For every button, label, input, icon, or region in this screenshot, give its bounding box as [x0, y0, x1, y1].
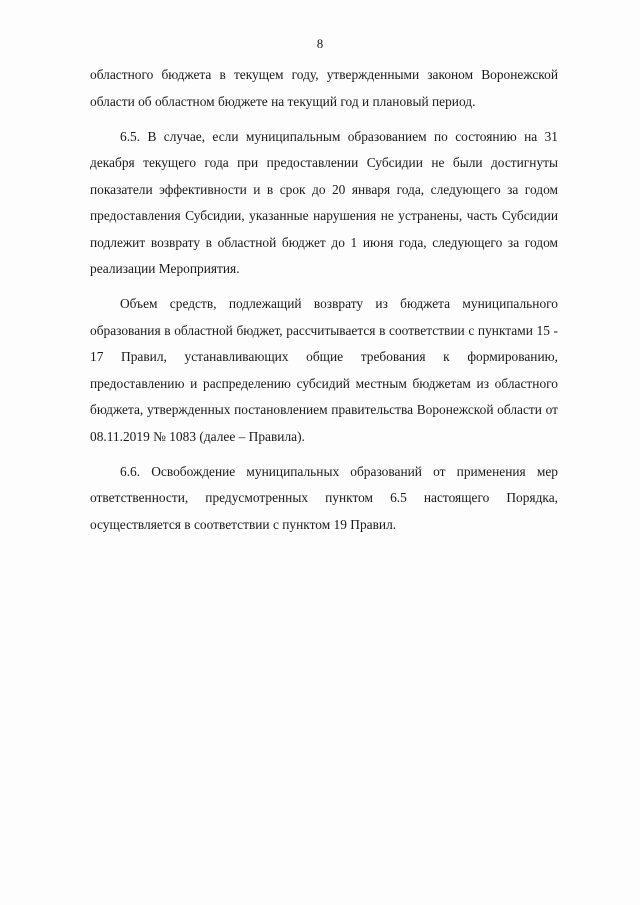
- paragraph-clause-6-6: 6.6. Освобождение муниципальных образований от применения мер ответственности, предусмотренных пунктом 6.5 настоящего Порядка, осуществляется в соответствии с пунктом 19 Правил.: [90, 463, 558, 532]
- page-number: 8: [316, 36, 324, 51]
- paragraph-clause-6-5: 6.5. В случае, если муниципальным образованием по состоянию на 31 декабря текущего года при предоставлении Субсидии не были достигнуты показатели эффективности и в срок до 20 января года, следующего за годом предоставления Субсидии, указанные нарушения не устранены, часть Субсидии подлежит возврату в областной бюджет до 1 июня года, следующего за годом реализации Мероприятия.: [90, 128, 558, 276]
- paragraph-refund-volume: Объем средств, подлежащий возврату из бюджета муниципального образования в областной бюджет, рассчитывается в соответствии с пунктами 15 - 17 Правил, устанавливающих общие требования к формированию, предоставлению и распределению субсидий местным бюджетам из областного бюджета, утвержденных постановлением правительства Воронежской области от 08.11.2019 № 1083 (далее – Правила).: [90, 296, 558, 444]
- paragraph-continuation: областного бюджета в текущем году, утвержденными законом Воронежской области об областном бюджете на текущий год и плановый период.: [90, 67, 558, 109]
- document-body: [90, 62, 558, 547]
